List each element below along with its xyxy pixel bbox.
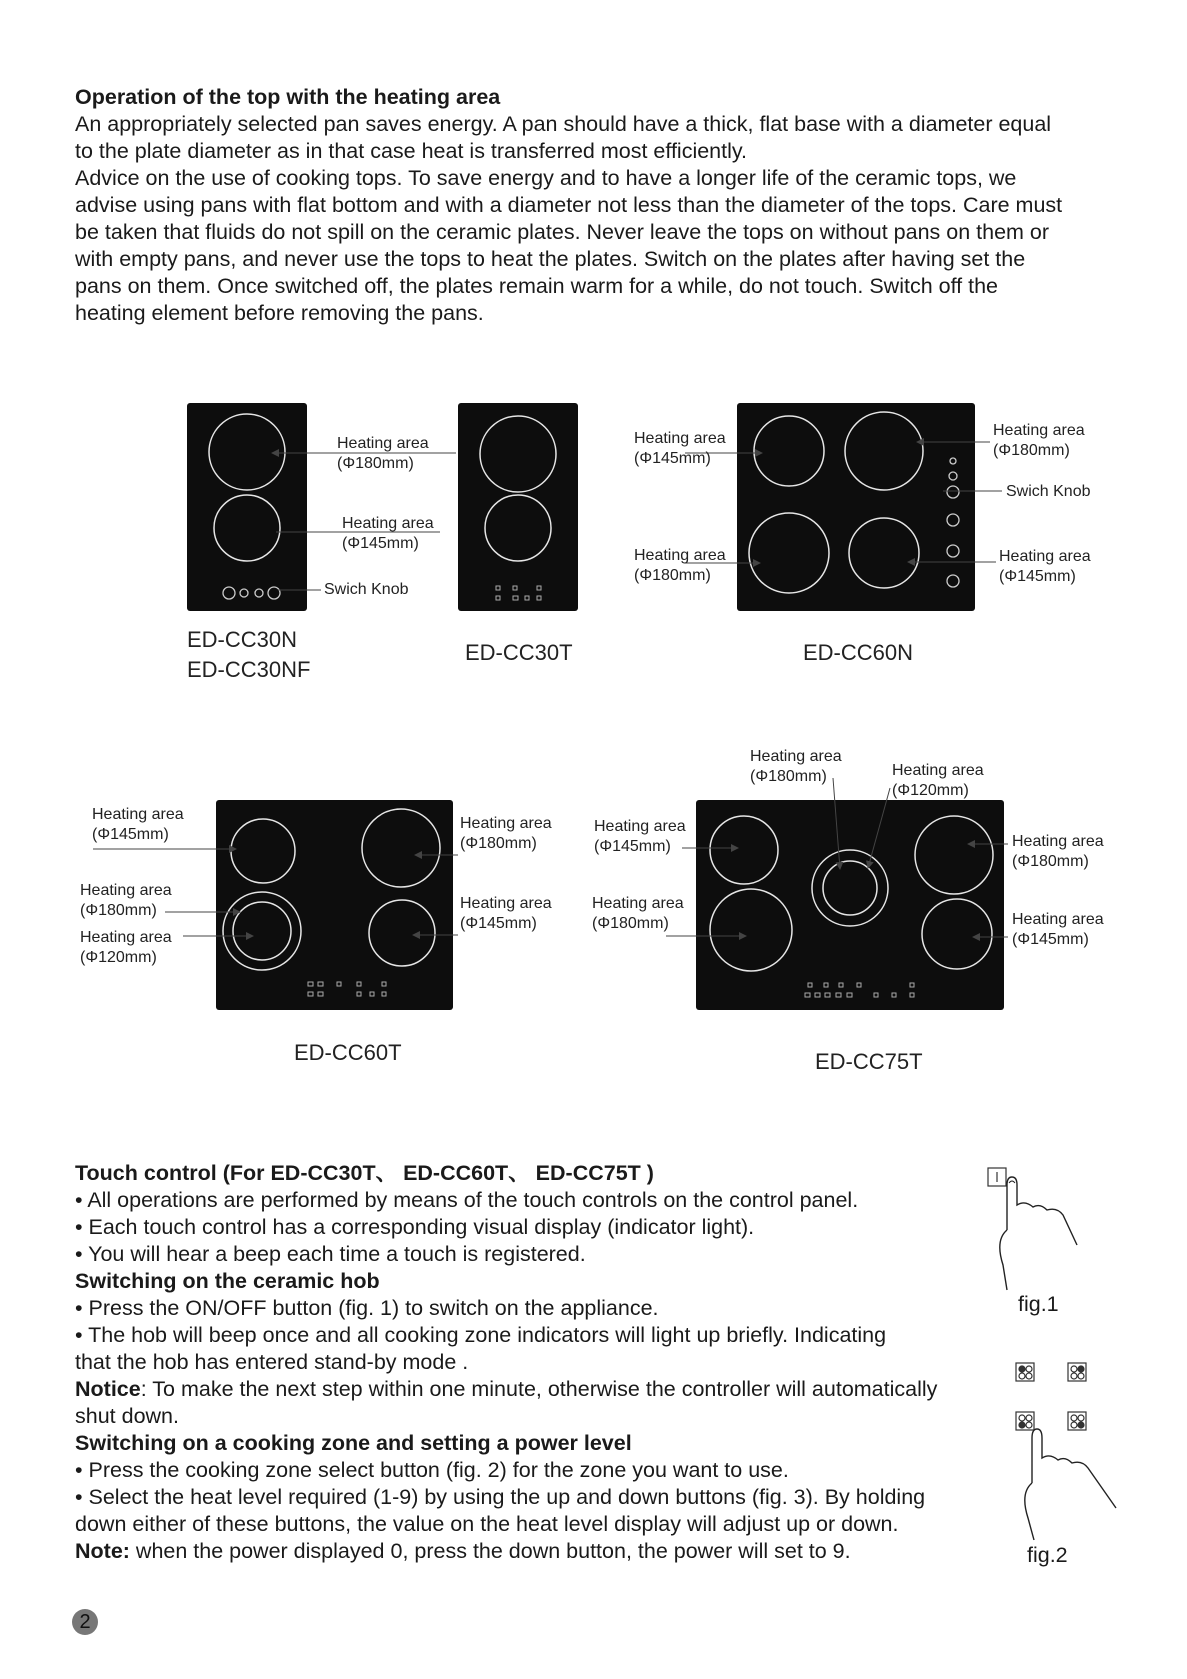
touch-heading: Touch control (For ED-CC30T、 ED-CC60T、 ED-CC75T ) xyxy=(75,1161,654,1185)
label-cc75t-top-a: Heating area (Φ180mm) xyxy=(750,748,842,785)
hob-cc75t xyxy=(696,800,1004,1010)
note-line xyxy=(75,1538,1005,1565)
label-cc60n-right-top: Heating area (Φ180mm) xyxy=(993,422,1085,459)
model-cc30t: ED-CC30T xyxy=(465,640,573,665)
touch-line: • Press the cooking zone select button (fig. 2) for the zone you want to use. xyxy=(75,1458,789,1482)
label-cc60n-right-bottom: Heating area (Φ145mm) xyxy=(999,548,1091,585)
label-cc60t-right-bottom: Heating area (Φ145mm) xyxy=(460,895,552,932)
hob-cc60t-graphic xyxy=(216,800,453,1010)
label-cc60t-left-mid: Heating area (Φ180mm) xyxy=(80,882,172,919)
zone-select-buttons-finger-icon xyxy=(1012,1358,1132,1543)
touch-section xyxy=(75,1160,1005,1565)
label-cc60n-knob: Swich Knob xyxy=(1006,483,1091,500)
hob-cc30n-graphic xyxy=(187,403,307,611)
label-cc75t-top-b: Heating area (Φ120mm) xyxy=(892,762,984,799)
page-number: 2 xyxy=(79,1611,91,1633)
label-cc30n-180: Heating area (Φ180mm) xyxy=(337,435,429,472)
touch-line: down either of these buttons, the value on the heat level display will adjust up or down. xyxy=(75,1512,899,1536)
intro-line: advise using pans with flat bottom and with a diameter not less than the diameter of the tops. Care must xyxy=(75,193,1063,217)
notice-label: Notice xyxy=(75,1377,141,1401)
label-cc75t-left-bottom: Heating area (Φ180mm) xyxy=(592,895,684,932)
touch-line: • The hob will beep once and all cooking zone indicators will light up briefly. Indicating xyxy=(75,1323,887,1347)
note-text: when the power displayed 0, press the down button, the power will set to 9. xyxy=(129,1539,851,1563)
intro-line: with empty pans, and never use the tops to heat the plates. Switch on the plates after having set the xyxy=(75,247,1026,271)
touch-bullet: • You will hear a beep each time a touch is registered. xyxy=(75,1242,586,1266)
label-cc60t-left-bottom: Heating area (Φ120mm) xyxy=(80,929,172,966)
subheading-switch-on: Switching on the ceramic hob xyxy=(75,1269,380,1293)
intro-line: be taken that fluids do not spill on the ceramic plates. Never leave the tops on without pans on them or xyxy=(75,220,1050,244)
label-cc60t-right-top: Heating area (Φ180mm) xyxy=(460,815,552,852)
touch-bullet: • Each touch control has a corresponding visual display (indicator light). xyxy=(75,1215,755,1239)
power-button-finger-icon xyxy=(985,1165,1105,1295)
intro-line: Advice on the use of cooking tops. To save energy and to have a longer life of the ceramic tops, we xyxy=(75,166,1017,190)
label-cc30n-knob: Swich Knob xyxy=(324,581,409,598)
touch-bullet: • All operations are performed by means of the touch controls on the control panel. xyxy=(75,1188,859,1212)
label-cc60n-left-top: Heating area (Φ145mm) xyxy=(634,430,726,467)
intro-section xyxy=(75,84,1135,327)
subheading-cooking-zone: Switching on a cooking zone and setting a power level xyxy=(75,1431,632,1455)
touch-line: • Select the heat level required (1-9) by using the up and down buttons (fig. 3). By holding xyxy=(75,1485,926,1509)
label-cc75t-left-top: Heating area (Φ145mm) xyxy=(594,818,686,855)
hob-cc30n xyxy=(187,403,307,611)
label-cc30n-145: Heating area (Φ145mm) xyxy=(342,515,434,552)
fig1-caption: fig.1 xyxy=(1018,1292,1059,1316)
note-label: Note: xyxy=(75,1539,130,1563)
notice-text: : To make the next step within one minute, otherwise the controller will automatically xyxy=(140,1377,938,1401)
label-cc60t-left-top: Heating area (Φ145mm) xyxy=(92,806,184,843)
intro-heading: Operation of the top with the heating area xyxy=(75,85,501,109)
intro-line: to the plate diameter as in that case heat is transferred most efficiently. xyxy=(75,139,748,163)
label-cc60n-left-bottom: Heating area (Φ180mm) xyxy=(634,547,726,584)
fig2-caption: fig.2 xyxy=(1027,1543,1068,1567)
touch-line: that the hob has entered stand-by mode . xyxy=(75,1350,469,1374)
notice-line-2: shut down. xyxy=(75,1404,179,1428)
hob-cc30t-graphic xyxy=(458,403,578,611)
hob-cc60n xyxy=(737,403,975,611)
page-number-badge xyxy=(72,1609,98,1635)
intro-line: heating element before removing the pans. xyxy=(75,301,484,325)
label-cc75t-right-top: Heating area (Φ180mm) xyxy=(1012,833,1104,870)
model-cc30n: ED-CC30N ED-CC30NF xyxy=(187,627,311,682)
model-cc60t: ED-CC60T xyxy=(294,1040,402,1065)
model-cc75t: ED-CC75T xyxy=(815,1049,923,1074)
notice-line xyxy=(75,1376,1005,1403)
touch-line: • Press the ON/OFF button (fig. 1) to switch on the appliance. xyxy=(75,1296,659,1320)
hob-cc75t-graphic xyxy=(696,800,1004,1010)
hob-cc60n-graphic xyxy=(737,403,975,611)
model-cc60n: ED-CC60N xyxy=(803,640,914,665)
label-cc75t-right-bottom: Heating area (Φ145mm) xyxy=(1012,911,1104,948)
hob-cc30t xyxy=(458,403,578,611)
intro-line: pans on them. Once switched off, the plates remain warm for a while, do not touch. Switch off the xyxy=(75,274,998,298)
hob-cc60t xyxy=(216,800,453,1010)
intro-line: An appropriately selected pan saves energy. A pan should have a thick, flat base with a diameter equal xyxy=(75,112,1052,136)
